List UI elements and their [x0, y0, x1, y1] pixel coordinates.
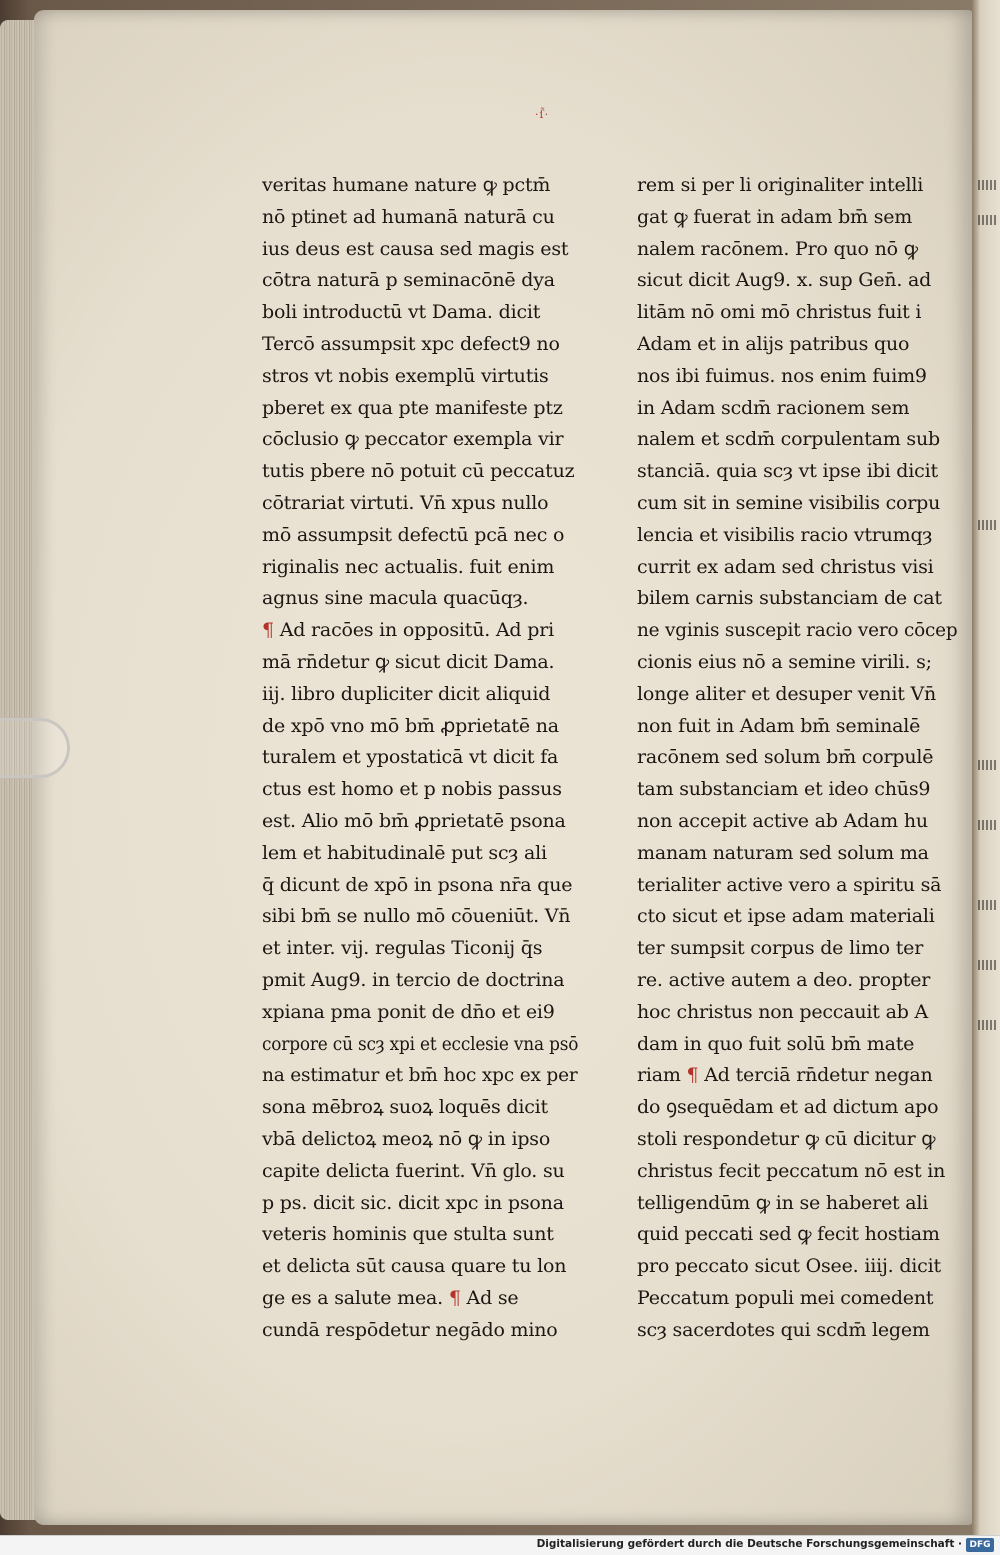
text-line: mō assumpsit defectū pcā nec o	[262, 523, 565, 546]
text-line: bilem carnis substanciam de cat	[637, 587, 942, 610]
text-line: boli introductū vt Dama. dicit	[262, 301, 541, 324]
text-line: non accepit active ab Adam hu	[637, 809, 928, 832]
text-line: quid peccati sed ꝙ fecit hostiam	[637, 1223, 940, 1246]
text-line: corpore cū scȝ xpi et ecclesie vna psō	[262, 1032, 579, 1055]
text-line: veteris hominis que stulta sunt	[262, 1223, 554, 1246]
text-line: in Adam scdm̄ racionem sem	[637, 396, 910, 419]
text-line: nalem racōnem. Pro quo nō ꝙ	[637, 237, 918, 260]
text-line: capite delicta fuerint. Vn̄ glo. su	[262, 1159, 565, 1182]
text-line: lem et habitudinalē put scȝ ali	[262, 841, 547, 864]
text-line: na estimatur et bm̄ hoc xpc ex per	[262, 1064, 578, 1087]
text-line: litām nō omi mō christus fuit i	[637, 301, 922, 324]
text-line: xpiana pma ponit de dn̄o et ei9	[262, 1000, 555, 1023]
text-line: cōclusio ꝙ peccator exempla vir	[262, 428, 564, 451]
text-line: tam substanciam et ideo chūs9	[637, 778, 931, 801]
text-line: ge es a salute mea. ¶ Ad se	[262, 1286, 519, 1309]
text-line: dam in quo fuit solū bm̄ mate	[637, 1032, 915, 1055]
text-line: do ꝯsequēdam et ad dictum apo	[637, 1096, 939, 1119]
text-line: sona mēbroꝝ suoꝝ loquēs dicit	[262, 1096, 548, 1119]
text-line: cundā respōdetur negādo mino	[262, 1318, 558, 1341]
facing-page-edge	[972, 0, 1000, 1535]
text-line: pberet ex qua pte manifeste ptz	[262, 396, 563, 419]
text-column-right	[637, 170, 957, 1346]
text-line: riam ¶ Ad terciā rn̄detur negan	[637, 1064, 933, 1087]
footer-credit: Digitalisierung gefördert durch die Deutsche Forschungsgemeinschaft ·	[536, 1538, 962, 1550]
text-line: longe aliter et desuper venit Vn̄	[637, 682, 937, 705]
text-line: scȝ sacerdotes qui scdm̄ legem	[637, 1318, 930, 1341]
text-line: manam naturam sed solum ma	[637, 841, 929, 864]
text-line: vbā delictoꝝ meoꝝ nō ꝙ in ipso	[262, 1127, 551, 1150]
text-line: hoc christus non peccauit ab A	[637, 1000, 929, 1023]
text-line: p ps. dicit sic. dicit xpc in psona	[262, 1191, 564, 1214]
text-line: stros vt nobis exemplū virtutis	[262, 364, 549, 387]
text-line: cionis eius nō a semine virili. s;	[637, 650, 932, 673]
footer-bar	[0, 1535, 1000, 1555]
text-line: Adam et in alijs patribus quo	[637, 332, 910, 355]
text-line: currit ex adam sed christus visi	[637, 555, 934, 578]
text-line: telligendūm ꝙ in se haberet ali	[637, 1191, 929, 1214]
text-line: riginalis nec actualis. fuit enim	[262, 555, 555, 578]
text-line: gat ꝙ fuerat in adam bm̄ sem	[637, 205, 913, 228]
text-line: racōnem sed solum bm̄ corpulē	[637, 746, 934, 769]
text-line: et delicta sūt causa quare tu lon	[262, 1255, 567, 1278]
text-line: ter sumpsit corpus de limo ter	[637, 937, 924, 960]
text-line: sicut dicit Aug9. x. sup Gen̄. ad	[637, 269, 932, 292]
text-line: veritas humane nature ꝙ pctm̄	[262, 174, 551, 196]
text-line: mā rn̄detur ꝙ sicut dicit Dama.	[262, 650, 555, 673]
text-line: q̄ dicunt de xpō in psona nr̄a que	[262, 873, 573, 896]
text-line: nō ptinet ad humanā naturā cu	[262, 205, 555, 228]
text-line: rem si per li originaliter intelli	[637, 174, 924, 196]
text-line: christus fecit peccatum nō est in	[637, 1159, 946, 1182]
page-mark: ·ſ̃·	[535, 108, 550, 121]
text-line: agnus sine macula quacūqȝ.	[262, 587, 529, 610]
text-line: de xpō vno mō bm̄ ꝓprietatē na	[262, 714, 559, 737]
text-line: cōtrariat virtuti. Vn̄ xpus nullo	[262, 491, 549, 514]
text-line: cto sicut et ipse adam materiali	[637, 905, 935, 928]
text-line: est. Alio mō bm̄ ꝓprietatē psona	[262, 809, 566, 832]
text-line: terialiter active vero a spiritu sā	[637, 873, 942, 896]
text-line: nos ibi fuimus. nos enim fuim9	[637, 364, 927, 387]
text-line: sibi bm̄ se nullo mō cōueniūt. Vn̄	[262, 905, 571, 928]
text-line: stoli respondetur ꝙ cū dicitur ꝙ	[637, 1127, 936, 1150]
text-line: iij. libro dupliciter dicit aliquid	[262, 682, 551, 705]
text-line: pro peccato sicut Osee. iiij. dicit	[637, 1255, 941, 1278]
text-line: ius deus est causa sed magis est	[262, 237, 569, 260]
paragraph-mark: ¶	[262, 619, 274, 642]
text-line: cum sit in semine visibilis corpu	[637, 491, 941, 514]
paper-clip	[0, 718, 70, 778]
text-line: lencia et visibilis racio vtrumqȝ	[637, 523, 933, 546]
text-line: ctus est homo et p nobis passus	[262, 778, 562, 801]
text-line: pmit Aug9. in tercio de doctrina	[262, 968, 565, 991]
text-line: Peccatum populi mei comedent	[637, 1286, 934, 1309]
paragraph-mark: ¶	[448, 1286, 461, 1309]
text-line: Tercō assumpsit xpc defect9 no	[262, 332, 560, 355]
text-line: nalem et scdm̄ corpulentam sub	[637, 428, 940, 451]
dfg-logo: DFG	[966, 1538, 994, 1552]
text-column-left	[262, 170, 578, 1346]
text-line: non fuit in Adam bm̄ seminalē	[637, 714, 921, 737]
text-line: turalem et ypostaticā vt dicit fa	[262, 746, 559, 769]
text-line: re. active autem a deo. propter	[637, 968, 931, 991]
paragraph-mark: ¶	[686, 1064, 699, 1087]
text-line: cōtra naturā p seminacōnē dya	[262, 269, 555, 292]
text-line: ne vginis suscepit racio vero cōcep	[637, 619, 958, 642]
text-line: ¶ Ad racōes in oppositū. Ad pri	[262, 619, 554, 642]
text-line: tutis pbere nō potuit cū peccatuz	[262, 460, 575, 483]
text-line: et inter. vij. regulas Ticonij q̄s	[262, 937, 543, 960]
text-line: stanciā. quia scȝ vt ipse ibi dicit	[637, 460, 938, 483]
